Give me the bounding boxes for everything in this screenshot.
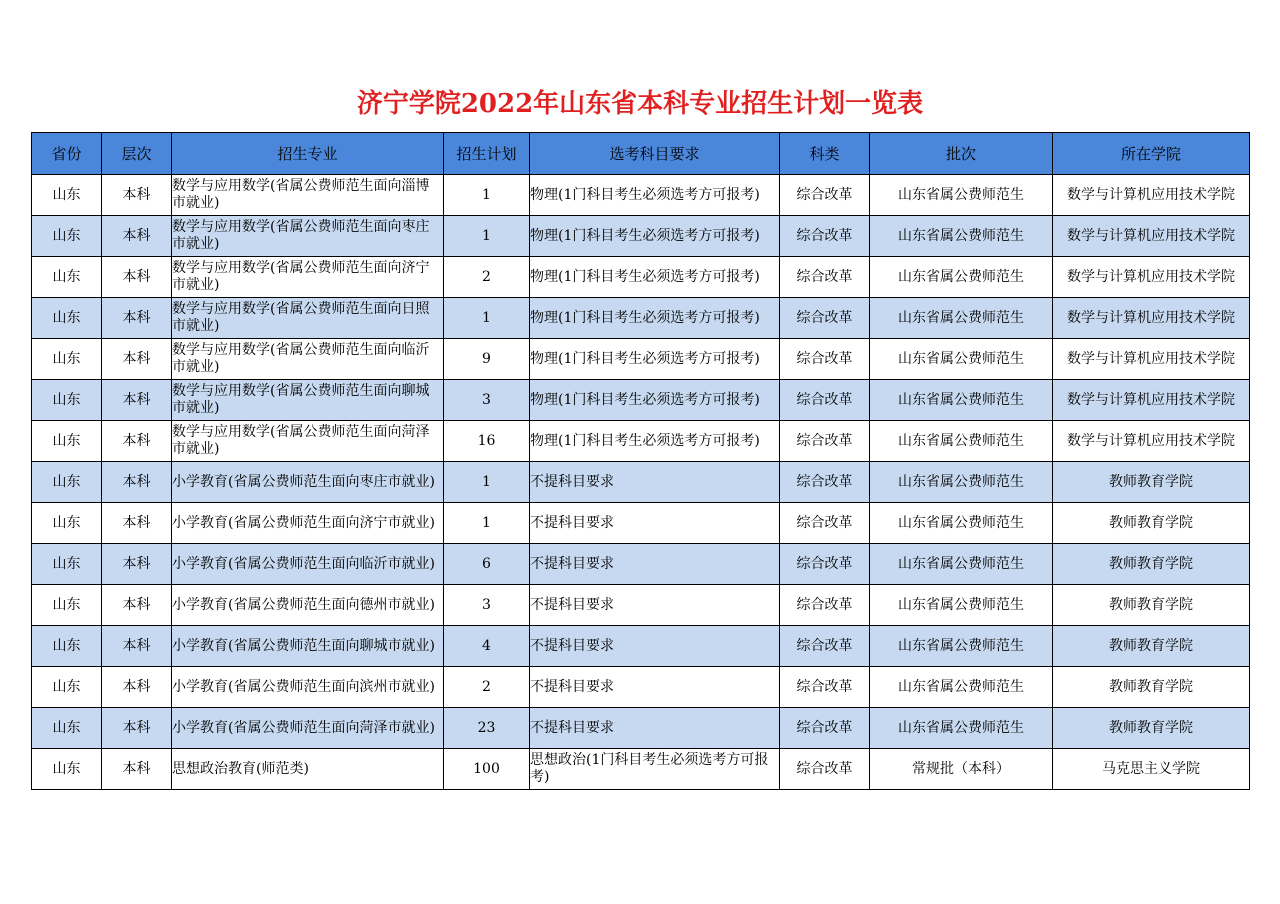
table-row: [32, 585, 1250, 626]
cell-plan-count: 3: [444, 380, 530, 421]
cell-batch: 山东省属公费师范生: [870, 462, 1053, 503]
cell-text: 小学教育(省属公费师范生面向德州市就业): [172, 596, 435, 613]
cell-college: 数学与计算机应用技术学院: [1053, 257, 1250, 298]
table-row: [32, 503, 1250, 544]
cell-province: 山东: [32, 257, 102, 298]
cell-batch: 山东省属公费师范生: [870, 216, 1053, 257]
cell-text: 不提科目要求: [530, 596, 614, 613]
cell-text: 物理(1门科目考生必须选考方可报考): [530, 268, 760, 285]
header-level: 层次: [102, 133, 172, 175]
cell-province: 山东: [32, 708, 102, 749]
cell-province: 山东: [32, 298, 102, 339]
cell-plan-count: 6: [444, 544, 530, 585]
cell-province: 山东: [32, 175, 102, 216]
cell-level: 本科: [102, 585, 172, 626]
cell-subject-requirement: [530, 421, 780, 462]
cell-major: [172, 749, 444, 790]
cell-major: [172, 175, 444, 216]
cell-text: 数学与应用数学(省属公费师范生面向临沂市就业): [172, 342, 430, 375]
cell-college: 教师教育学院: [1053, 544, 1250, 585]
cell-batch: 山东省属公费师范生: [870, 257, 1053, 298]
table-row: [32, 257, 1250, 298]
cell-subject-requirement: [530, 175, 780, 216]
cell-plan-count: 23: [444, 708, 530, 749]
cell-text: 不提科目要求: [530, 678, 614, 695]
table-row: [32, 216, 1250, 257]
cell-plan-count: 1: [444, 462, 530, 503]
cell-plan-count: 100: [444, 749, 530, 790]
cell-province: 山东: [32, 503, 102, 544]
cell-major: [172, 339, 444, 380]
cell-category: 综合改革: [780, 216, 870, 257]
header-plan-count: 招生计划: [444, 133, 530, 175]
enrollment-plan-table: [31, 132, 1250, 790]
cell-plan-count: 3: [444, 585, 530, 626]
table-row: [32, 749, 1250, 790]
cell-plan-count: 9: [444, 339, 530, 380]
cell-batch: 山东省属公费师范生: [870, 544, 1053, 585]
cell-plan-count: 1: [444, 503, 530, 544]
cell-text: 数学与应用数学(省属公费师范生面向济宁市就业): [172, 260, 430, 293]
cell-plan-count: 1: [444, 216, 530, 257]
cell-subject-requirement: [530, 667, 780, 708]
cell-text: 物理(1门科目考生必须选考方可报考): [530, 350, 760, 367]
cell-subject-requirement: [530, 544, 780, 585]
cell-college: 数学与计算机应用技术学院: [1053, 421, 1250, 462]
cell-major: [172, 462, 444, 503]
cell-batch: 山东省属公费师范生: [870, 626, 1053, 667]
cell-text: 数学与应用数学(省属公费师范生面向聊城市就业): [172, 383, 430, 416]
cell-category: 综合改革: [780, 544, 870, 585]
cell-province: 山东: [32, 626, 102, 667]
cell-level: 本科: [102, 298, 172, 339]
cell-subject-requirement: [530, 462, 780, 503]
cell-batch: 山东省属公费师范生: [870, 298, 1053, 339]
cell-text: 不提科目要求: [530, 555, 614, 572]
table-row: [32, 421, 1250, 462]
table-row: [32, 339, 1250, 380]
cell-text: 数学与应用数学(省属公费师范生面向淄博市就业): [172, 178, 430, 211]
cell-category: 综合改革: [780, 175, 870, 216]
cell-batch: 山东省属公费师范生: [870, 421, 1053, 462]
cell-subject-requirement: [530, 626, 780, 667]
cell-text: 不提科目要求: [530, 473, 614, 490]
cell-category: 综合改革: [780, 257, 870, 298]
table-row: [32, 544, 1250, 585]
cell-subject-requirement: [530, 216, 780, 257]
cell-province: 山东: [32, 421, 102, 462]
cell-province: 山东: [32, 544, 102, 585]
cell-category: 综合改革: [780, 298, 870, 339]
cell-subject-requirement: [530, 380, 780, 421]
cell-category: 综合改革: [780, 421, 870, 462]
cell-province: 山东: [32, 585, 102, 626]
cell-major: [172, 585, 444, 626]
cell-batch: 山东省属公费师范生: [870, 585, 1053, 626]
cell-level: 本科: [102, 380, 172, 421]
cell-category: 综合改革: [780, 626, 870, 667]
cell-major: [172, 380, 444, 421]
cell-subject-requirement: [530, 503, 780, 544]
cell-subject-requirement: [530, 749, 780, 790]
table-body: [32, 175, 1250, 790]
cell-subject-requirement: [530, 298, 780, 339]
cell-level: 本科: [102, 421, 172, 462]
cell-text: 物理(1门科目考生必须选考方可报考): [530, 186, 760, 203]
cell-batch: 山东省属公费师范生: [870, 175, 1053, 216]
cell-batch: 山东省属公费师范生: [870, 339, 1053, 380]
cell-level: 本科: [102, 708, 172, 749]
document-title: 济宁学院2022年山东省本科专业招生计划一览表: [356, 89, 924, 119]
table-row: [32, 667, 1250, 708]
cell-category: 综合改革: [780, 749, 870, 790]
table-row: [32, 708, 1250, 749]
header-subject-requirement: 选考科目要求: [530, 133, 780, 175]
cell-text: 小学教育(省属公费师范生面向济宁市就业): [172, 514, 435, 531]
cell-plan-count: 1: [444, 175, 530, 216]
cell-text: 小学教育(省属公费师范生面向聊城市就业): [172, 637, 435, 654]
cell-batch: 常规批（本科）: [870, 749, 1053, 790]
cell-category: 综合改革: [780, 503, 870, 544]
cell-text: 小学教育(省属公费师范生面向枣庄市就业): [172, 473, 435, 490]
table-header-row: [32, 133, 1250, 175]
cell-major: [172, 503, 444, 544]
cell-text: 思想政治(1门科目考生必须选考方可报考): [530, 752, 769, 785]
cell-level: 本科: [102, 257, 172, 298]
header-batch: 批次: [870, 133, 1053, 175]
cell-batch: 山东省属公费师范生: [870, 708, 1053, 749]
header-college: 所在学院: [1053, 133, 1250, 175]
cell-major: [172, 216, 444, 257]
cell-subject-requirement: [530, 708, 780, 749]
cell-province: 山东: [32, 462, 102, 503]
cell-province: 山东: [32, 216, 102, 257]
cell-text: 不提科目要求: [530, 719, 614, 736]
cell-level: 本科: [102, 175, 172, 216]
cell-category: 综合改革: [780, 462, 870, 503]
cell-text: 数学与应用数学(省属公费师范生面向菏泽市就业): [172, 424, 430, 457]
table-row: [32, 380, 1250, 421]
cell-text: 不提科目要求: [530, 514, 614, 531]
cell-major: [172, 298, 444, 339]
cell-college: 数学与计算机应用技术学院: [1053, 175, 1250, 216]
cell-category: 综合改革: [780, 380, 870, 421]
cell-text: 思想政治教育(师范类): [172, 760, 309, 777]
cell-major: [172, 708, 444, 749]
cell-level: 本科: [102, 216, 172, 257]
cell-text: 不提科目要求: [530, 637, 614, 654]
cell-college: 教师教育学院: [1053, 462, 1250, 503]
cell-province: 山东: [32, 380, 102, 421]
cell-college: 教师教育学院: [1053, 503, 1250, 544]
header-province: 省份: [32, 133, 102, 175]
header-category: 科类: [780, 133, 870, 175]
cell-college: 数学与计算机应用技术学院: [1053, 216, 1250, 257]
cell-text: 物理(1门科目考生必须选考方可报考): [530, 391, 760, 408]
header-major: 招生专业: [172, 133, 444, 175]
cell-text: 物理(1门科目考生必须选考方可报考): [530, 309, 760, 326]
cell-category: 综合改革: [780, 708, 870, 749]
cell-text: 小学教育(省属公费师范生面向临沂市就业): [172, 555, 435, 572]
cell-plan-count: 2: [444, 667, 530, 708]
cell-province: 山东: [32, 749, 102, 790]
cell-level: 本科: [102, 462, 172, 503]
cell-level: 本科: [102, 339, 172, 380]
cell-subject-requirement: [530, 257, 780, 298]
cell-level: 本科: [102, 503, 172, 544]
cell-college: 数学与计算机应用技术学院: [1053, 380, 1250, 421]
cell-batch: 山东省属公费师范生: [870, 380, 1053, 421]
cell-batch: 山东省属公费师范生: [870, 667, 1053, 708]
table-row: [32, 175, 1250, 216]
cell-college: 教师教育学院: [1053, 667, 1250, 708]
cell-text: 小学教育(省属公费师范生面向滨州市就业): [172, 678, 435, 695]
cell-major: [172, 421, 444, 462]
cell-text: 数学与应用数学(省属公费师范生面向枣庄市就业): [172, 219, 430, 252]
cell-level: 本科: [102, 544, 172, 585]
cell-text: 数学与应用数学(省属公费师范生面向日照市就业): [172, 301, 430, 334]
cell-plan-count: 2: [444, 257, 530, 298]
cell-major: [172, 626, 444, 667]
cell-level: 本科: [102, 626, 172, 667]
cell-major: [172, 667, 444, 708]
table-row: [32, 462, 1250, 503]
cell-college: 教师教育学院: [1053, 585, 1250, 626]
cell-plan-count: 16: [444, 421, 530, 462]
cell-level: 本科: [102, 667, 172, 708]
cell-college: 教师教育学院: [1053, 708, 1250, 749]
cell-college: 数学与计算机应用技术学院: [1053, 298, 1250, 339]
cell-subject-requirement: [530, 585, 780, 626]
table-row: [32, 298, 1250, 339]
cell-province: 山东: [32, 667, 102, 708]
cell-college: 教师教育学院: [1053, 626, 1250, 667]
cell-category: 综合改革: [780, 339, 870, 380]
cell-category: 综合改革: [780, 667, 870, 708]
cell-major: [172, 544, 444, 585]
cell-province: 山东: [32, 339, 102, 380]
cell-level: 本科: [102, 749, 172, 790]
cell-plan-count: 4: [444, 626, 530, 667]
cell-batch: 山东省属公费师范生: [870, 503, 1053, 544]
table-row: [32, 626, 1250, 667]
cell-text: 物理(1门科目考生必须选考方可报考): [530, 227, 760, 244]
cell-plan-count: 1: [444, 298, 530, 339]
cell-college: 马克思主义学院: [1053, 749, 1250, 790]
cell-college: 数学与计算机应用技术学院: [1053, 339, 1250, 380]
cell-subject-requirement: [530, 339, 780, 380]
cell-category: 综合改革: [780, 585, 870, 626]
cell-major: [172, 257, 444, 298]
cell-text: 物理(1门科目考生必须选考方可报考): [530, 432, 760, 449]
cell-text: 小学教育(省属公费师范生面向菏泽市就业): [172, 719, 435, 736]
